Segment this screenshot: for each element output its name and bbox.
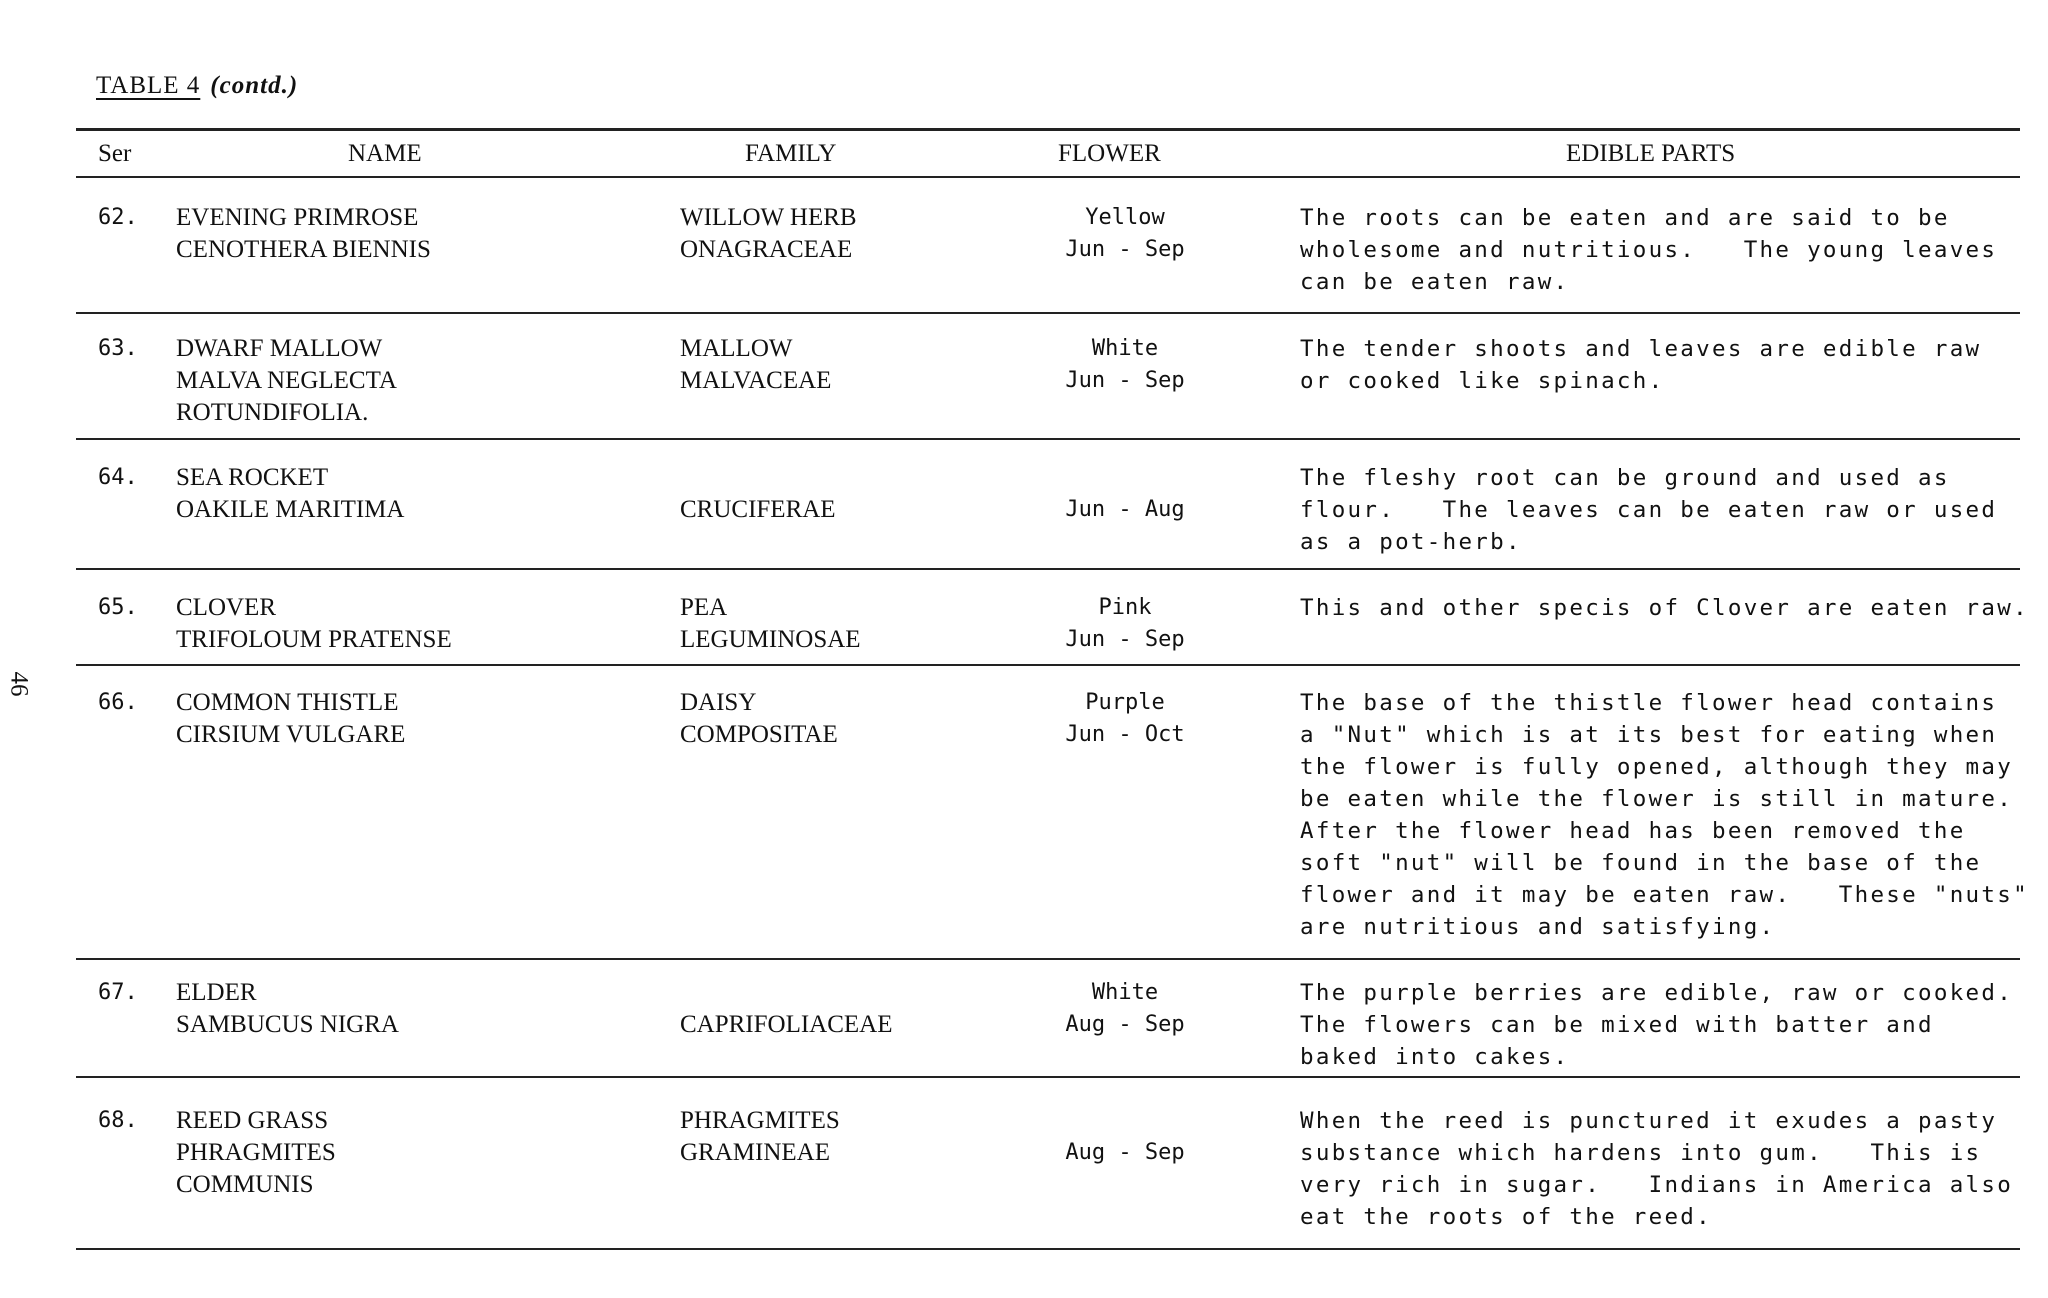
plant-family — [680, 1105, 840, 1169]
row-serial: 66. — [98, 690, 138, 715]
flower-info-line: Pink — [1098, 595, 1152, 620]
row-serial: 62. — [98, 205, 138, 230]
plant-name — [176, 1105, 336, 1201]
plant-name-line: REED GRASS — [176, 1107, 329, 1134]
plant-name-line: COMMON THISTLE — [176, 689, 399, 716]
edible-parts-line: substance which hardens into gum. This is — [1300, 1140, 1982, 1166]
plant-name-line: CENOTHERA BIENNIS — [176, 236, 431, 263]
edible-parts-line: as a pot-herb. — [1300, 529, 1522, 555]
plant-name — [176, 687, 405, 751]
plant-name-line: CLOVER — [176, 594, 276, 621]
flower-info — [1040, 977, 1210, 1041]
row-serial: 63. — [98, 336, 138, 361]
flower-info-line: Jun - Oct — [1065, 722, 1185, 747]
header-edible-parts: EDIBLE PARTS — [1566, 140, 1736, 167]
row-serial: 68. — [98, 1108, 138, 1133]
edible-parts-line: or cooked like spinach. — [1300, 368, 1665, 394]
plant-family-line: CAPRIFOLIACEAE — [680, 1011, 893, 1038]
edible-parts-line: When the reed is punctured it exudes a pasty — [1300, 1108, 1998, 1134]
plant-name — [176, 202, 431, 266]
plant-family — [680, 333, 831, 397]
row-divider — [76, 1248, 2020, 1250]
edible-parts — [1300, 592, 2029, 624]
edible-parts-line: flour. The leaves can be eaten raw or used — [1300, 497, 1998, 523]
flower-info — [1040, 687, 1210, 751]
header-bottom-rule — [76, 176, 2020, 178]
flower-info-line: White — [1091, 980, 1159, 1005]
flower-info — [1040, 202, 1210, 266]
edible-parts-line: After the flower head has been removed the — [1300, 818, 1966, 844]
row-serial: 65. — [98, 595, 138, 620]
flower-info-line: Jun - Sep — [1065, 368, 1185, 393]
flower-info-line: Purple — [1085, 690, 1165, 715]
plant-name — [176, 333, 397, 429]
plant-family — [680, 202, 857, 266]
flower-info-line: White — [1091, 336, 1159, 361]
edible-parts — [1300, 1105, 2013, 1233]
flower-info-line: Jun - Aug — [1065, 497, 1185, 522]
plant-family-line: LEGUMINOSAE — [680, 626, 861, 653]
row-divider — [76, 568, 2020, 570]
edible-parts-line: The fleshy root can be ground and used as — [1300, 465, 1950, 491]
edible-parts-line: The tender shoots and leaves are edible raw — [1300, 336, 1982, 362]
plant-family-line: MALLOW — [680, 335, 793, 362]
table-title: TABLE 4 — [96, 72, 201, 99]
plant-family-line: COMPOSITAE — [680, 721, 838, 748]
row-divider — [76, 438, 2020, 440]
plant-name-line: DWARF MALLOW — [176, 335, 383, 362]
edible-parts-line: very rich in sugar. Indians in America also — [1300, 1172, 2014, 1198]
edible-parts-line: The purple berries are edible, raw or cooked. — [1300, 980, 2014, 1006]
edible-parts-line: wholesome and nutritious. The young leaves — [1300, 237, 1998, 263]
edible-parts-line: soft "nut" will be found in the base of the — [1300, 850, 1982, 876]
flower-info — [1040, 494, 1210, 526]
plant-family — [680, 592, 861, 656]
row-serial: 67. — [98, 980, 138, 1005]
plant-family-line: GRAMINEAE — [680, 1139, 830, 1166]
edible-parts-line: a "Nut" which is at its best for eating when — [1300, 722, 1998, 748]
edible-parts — [1300, 462, 1997, 558]
edible-parts-line: The flowers can be mixed with batter and — [1300, 1012, 1934, 1038]
flower-info-line: Yellow — [1085, 205, 1165, 230]
edible-parts-line: are nutritious and satisfying. — [1300, 914, 1776, 940]
plant-family-line: PEA — [680, 594, 728, 621]
edible-parts-line: be eaten while the flower is still in mature. — [1300, 786, 2014, 812]
plant-family-line: CRUCIFERAE — [680, 496, 836, 523]
flower-info-line: Jun - Sep — [1065, 237, 1185, 262]
plant-family — [680, 1009, 893, 1041]
edible-parts — [1300, 687, 2029, 943]
plant-family-line: PHRAGMITES — [680, 1107, 840, 1134]
plant-family — [680, 687, 838, 751]
edible-parts-line: the flower is fully opened, although they may — [1300, 754, 2014, 780]
edible-parts — [1300, 333, 1981, 397]
header-top-rule — [76, 128, 2020, 131]
plant-name-line: SAMBUCUS NIGRA — [176, 1011, 399, 1038]
plant-name-line: TRIFOLOUM PRATENSE — [176, 626, 452, 653]
plant-name — [176, 592, 452, 656]
plant-name-line: COMMUNIS — [176, 1171, 314, 1198]
plant-name-line: OAKILE MARITIMA — [176, 496, 405, 523]
flower-info — [1040, 1137, 1210, 1169]
plant-family-line: WILLOW HERB — [680, 204, 857, 231]
flower-info — [1040, 333, 1210, 397]
table-contd: (contd.) — [210, 72, 299, 99]
edible-parts-line: The roots can be eaten and are said to be — [1300, 205, 1950, 231]
plant-family-line: DAISY — [680, 689, 757, 716]
plant-name-line: ROTUNDIFOLIA. — [176, 399, 369, 426]
plant-name — [176, 462, 404, 526]
plant-family-line: ONAGRACEAE — [680, 236, 853, 263]
flower-info-line: Jun - Sep — [1065, 627, 1185, 652]
plant-name — [176, 977, 399, 1041]
plant-family — [680, 494, 836, 526]
row-divider — [76, 664, 2020, 666]
edible-parts-line: baked into cakes. — [1300, 1044, 1570, 1070]
plant-name-line: CIRSIUM VULGARE — [176, 721, 406, 748]
plant-family-line: MALVACEAE — [680, 367, 832, 394]
header-ser: Ser — [98, 140, 132, 167]
row-divider — [76, 1076, 2020, 1078]
edible-parts — [1300, 977, 2013, 1073]
edible-parts — [1300, 202, 1997, 298]
header-flower: FLOWER — [1058, 140, 1161, 167]
plant-name-line: MALVA NEGLECTA — [176, 367, 397, 394]
row-serial: 64. — [98, 465, 138, 490]
flower-info-line: Aug - Sep — [1065, 1012, 1185, 1037]
plant-name-line: SEA ROCKET — [176, 464, 329, 491]
page-number: 46 — [5, 671, 33, 697]
plant-name-line: PHRAGMITES — [176, 1139, 336, 1166]
header-name: NAME — [348, 140, 422, 167]
row-divider — [76, 312, 2020, 314]
flower-info-line: Aug - Sep — [1065, 1140, 1185, 1165]
edible-parts-line: flower and it may be eaten raw. These "nuts" — [1300, 882, 2029, 908]
row-divider — [76, 958, 2020, 960]
flower-info — [1040, 592, 1210, 656]
header-family: FAMILY — [745, 140, 837, 167]
table-caption — [96, 72, 298, 100]
edible-parts-line: can be eaten raw. — [1300, 269, 1570, 295]
edible-parts-line: This and other specis of Clover are eaten raw. — [1300, 595, 2029, 621]
plant-name-line: ELDER — [176, 979, 257, 1006]
plant-name-line: EVENING PRIMROSE — [176, 204, 419, 231]
edible-parts-line: The base of the thistle flower head contains — [1300, 690, 1998, 716]
edible-parts-line: eat the roots of the reed. — [1300, 1204, 1712, 1230]
